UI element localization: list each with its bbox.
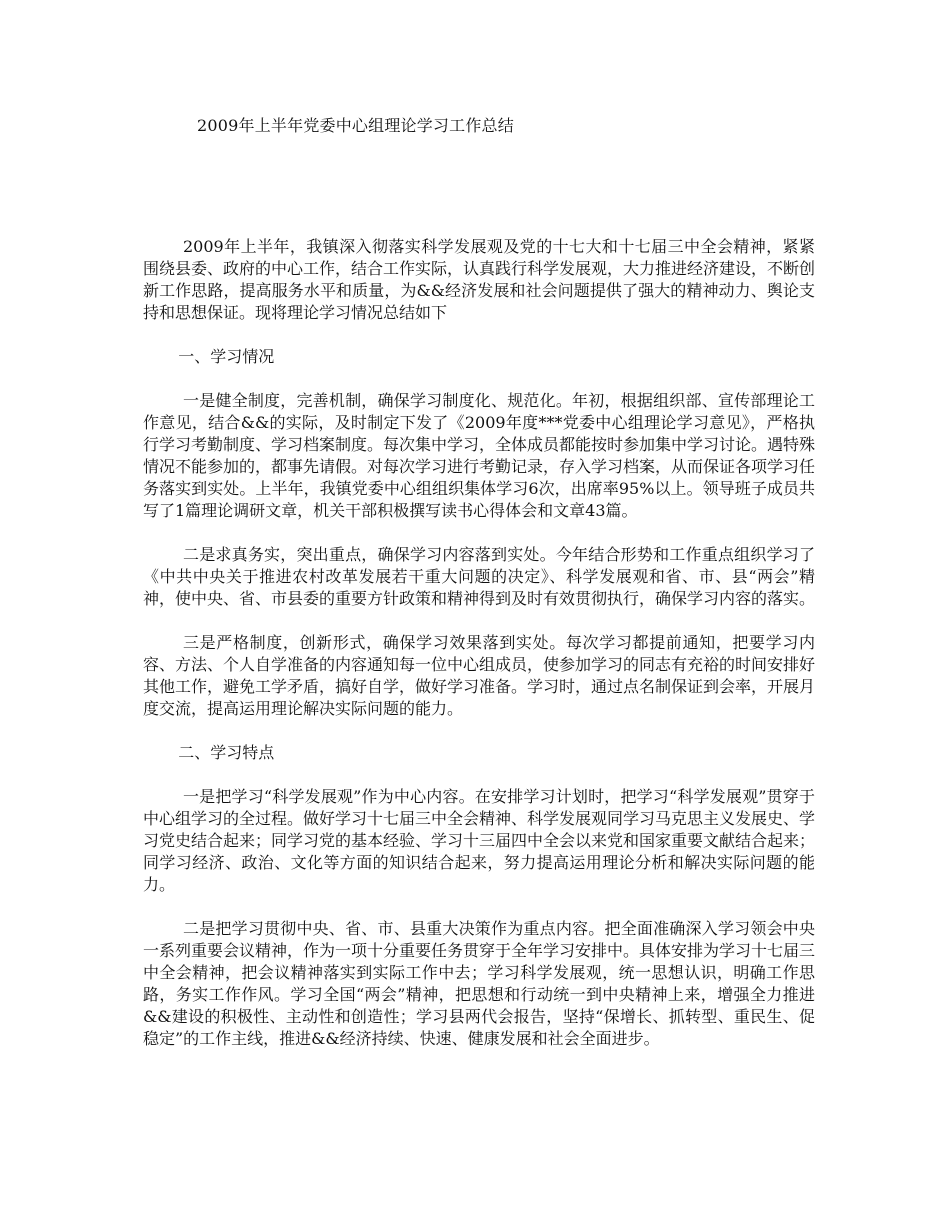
paragraph-major-decisions: 二是把学习贯彻中央、省、市、县重大决策作为重点内容。把全面准确深入学习领会中央一系列重要会议精神，作为一项十分重要任务贯穿于全年学习安排中。具体安排为学习十七届三中全会精神，把会议精神落实到实际工作中去；学习科学发展观，统一思想认识，明确工作思路，务实工作作风。学习全国“两会”精神，把思想和行动统一到中央精神上来，增强全力推进&&建设的积极性、主动性和创造性；学习县两代会报告，坚持“保增长、抓转型、重民生、促稳定”的工作主线，推进&&经济持续、快速、健康发展和社会全面进步。 — [143, 919, 816, 1048]
section-heading-study-situation: 一、学习情况 — [178, 347, 275, 366]
document-body — [143, 236, 815, 1072]
document-title: 2009年上半年党委中心组理论学习工作总结 — [197, 116, 514, 135]
section-heading-study-features: 二、学习特点 — [178, 743, 275, 762]
paragraph-key-content: 二是求真务实，突出重点，确保学习内容落到实处。今年结合形势和工作重点组织学习了《中共中央关于推进农村改革发展若干重大问题的决定》、科学发展观和省、市、县“两会”精神，使中央、省、市县委的重要方针政策和精神得到及时有效贯彻执行，确保学习内容的落实。 — [143, 545, 816, 608]
paragraph-system-mechanism: 一是健全制度，完善机制，确保学习制度化、规范化。年初，根据组织部、宣传部理论工作意见，结合&&的实际，及时制定下发了《2009年度***党委中心组理论学习意见》，严格执行学习考勤制度、学习档案制度。每次集中学习，全体成员都能按时参加集中学习讨论。遇特殊情况不能参加的，都事先请假。对每次学习进行考勤记录，存入学习档案，从而保证各项学习任务落实到实处。上半年，我镇党委中心组组织集体学习6次，出席率95%以上。领导班子成员共写了1篇理论调研文章，机关干部积极撰写读书心得体会和文章43篇。 — [143, 391, 816, 520]
paragraph-scientific-development: 一是把学习“科学发展观”作为中心内容。在安排学习计划时，把学习“科学发展观”贯穿于中心组学习的全过程。做好学习十七届三中全会精神、科学发展观同学习马克思主义发展史、学习党史结合起来；同学习党的基本经验、学习十三届四中全会以来党和国家重要文献结合起来；同学习经济、政治、文化等方面的知识结合起来，努力提高运用理论分析和解决实际问题的能力。 — [143, 787, 816, 894]
intro-paragraph: 2009年上半年，我镇深入彻落实科学发展观及党的十七大和十七届三中全会精神，紧紧围绕县委、政府的中心工作，结合工作实际，认真践行科学发展观，大力推进经济建设，不断创新工作思路，提高服务水平和质量，为&&经济发展和社会问题提供了强大的精神动力、舆论支持和思想保证。现将理论学习情况总结如下 — [143, 237, 816, 322]
paragraph-innovation-form: 三是严格制度，创新形式，确保学习效果落到实处。每次学习都提前通知，把要学习内容、方法、个人自学准备的内容通知每一位中心组成员，使参加学习的同志有充裕的时间安排好其他工作，避免工学矛盾，搞好自学，做好学习准备。学习时，通过点名制保证到会率，开展月度交流，提高运用理论解决实际问题的能力。 — [143, 633, 816, 718]
